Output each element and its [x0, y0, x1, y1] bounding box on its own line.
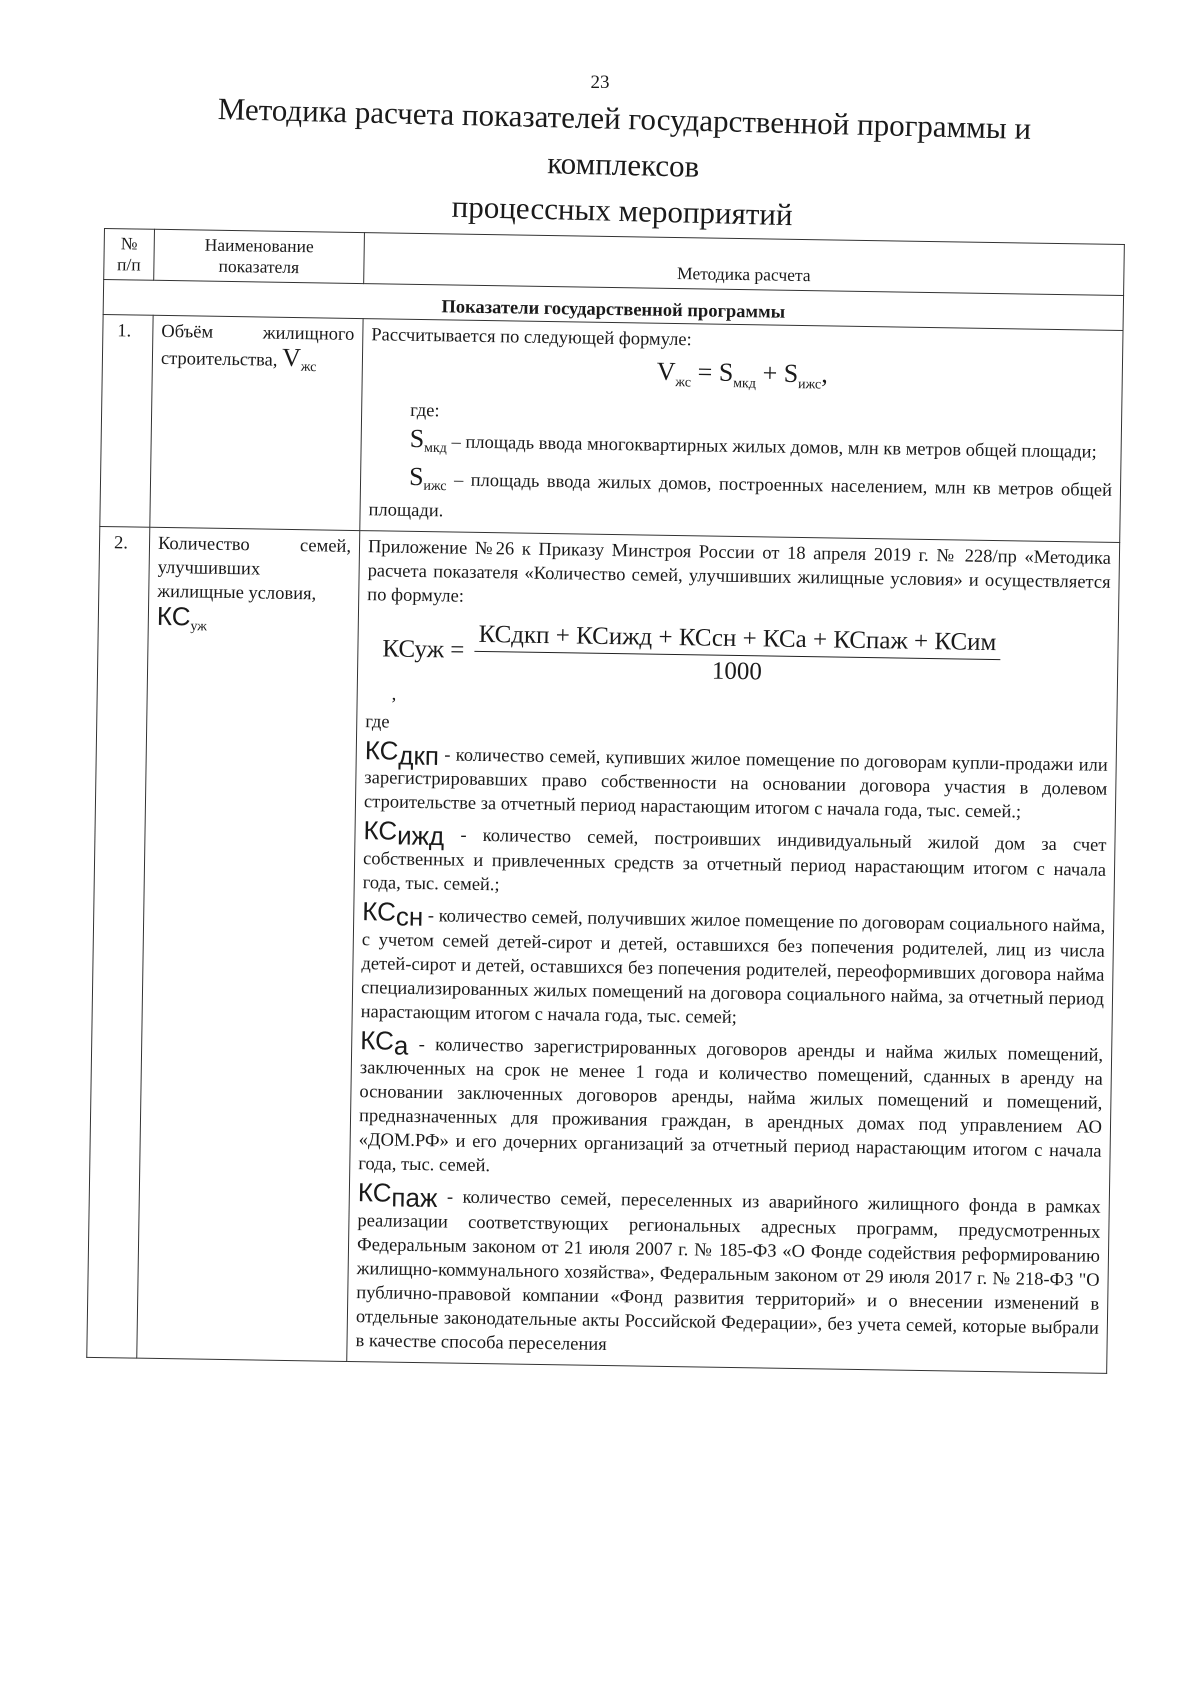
table-row [87, 526, 1120, 1373]
table-row [100, 314, 1123, 542]
def1-symbol: S [409, 424, 425, 454]
term-dkp-symbol: КС [364, 734, 399, 766]
formula-term1: S [718, 357, 734, 387]
header-num: № п/п [104, 229, 155, 281]
formula-end: , [821, 359, 829, 389]
term-izhd-symbol: КС [363, 815, 398, 846]
formula-term2: S [783, 358, 799, 388]
page-number: 23 [590, 72, 610, 93]
methodology-table [86, 228, 1125, 1374]
formula-term2-sub: ижс [797, 377, 822, 393]
term-sn-text: - количество семей, получивших жилое помещение по договорам социального найма, с учетом семей детей-сирот и детей, оставшихся без попечения родителей, лиц из числа детей-сирот и детей, оставшихся без попечения родителей, переоформивших договора найма специализированных жилых помещений на договора социального найма, за отчетный период нарастающим итогом с начала года, тыс. семей; [360, 906, 1106, 1028]
formula-term1-sub: мкд [733, 376, 757, 392]
term-a [358, 1024, 1104, 1188]
header-name: Наименование показателя [154, 229, 365, 283]
def1-text: – площадь ввода многоквартирных жилых домов, млн кв метров общей площади; [446, 432, 1097, 463]
term-izhd-text: - количество семей, построивших индивидуальный жилой дом за счет собственных и привлеченных средств за отчетный период нарастающим итогом с начала года, тыс. семей.; [362, 825, 1107, 896]
def2-text: – площадь ввода жилых домов, построенных населением, млн кв метров общей площади. [368, 470, 1113, 521]
row2-method [347, 530, 1120, 1373]
term-dkp-text: - количество семей, купивших жилое помещение по договорам купли-продажи или зарегистрировавших право собственности на основании договора участия в долевом строительстве за отчетный период нарастающим итогом с начала года, тыс. семей.; [363, 744, 1108, 823]
row2-formula-comma: , [391, 684, 397, 705]
term-pazh-text: - количество семей, переселенных из аварийного жилищного фонда в рамках реализации соответствующих региональных адресных программ, предусмотренных Федеральным законом от 21 июля 2007 г. № 185-ФЗ «О Фонде содействия реформированию жилищно-коммунального хозяйства», Федеральным законом от 29 июля 2017 г. № 218-ФЗ "О публично-правовой компании «Фонд развития территорий» и о внесении изменений в отдельные законодательные акты Российской Федерации», без учета семей, которые выбрали в качестве способа переселения [355, 1187, 1101, 1356]
row1-method [360, 319, 1123, 542]
section-title: Показатели государственной программы [103, 280, 1123, 331]
term-sn [360, 896, 1106, 1035]
formula-lhs-sub: жс [675, 375, 692, 391]
term-a-sub: а [393, 1029, 409, 1061]
term-izhd-sub: ижд [396, 820, 445, 852]
formula-lhs: V [656, 356, 676, 386]
term-izhd [362, 815, 1107, 906]
row1-intro: Рассчитывается по следующей формуле: [371, 325, 692, 351]
term-pazh-symbol: КС [357, 1177, 392, 1208]
row1-name [150, 315, 363, 530]
row2-num: 2. [87, 526, 150, 1358]
def1-symbol-sub: мкд [423, 440, 447, 457]
row2-formula [382, 621, 1110, 689]
methodology-table-wrap [83, 228, 1124, 1574]
row1-name-symbol: V [281, 342, 302, 373]
term-dkp [363, 734, 1108, 826]
row1-name-symbol-sub: жс [300, 359, 317, 376]
row2-formula-denominator: 1000 [711, 657, 763, 685]
def2-symbol-sub: ижс [423, 478, 447, 494]
row2-where: где [365, 711, 390, 733]
row2-formula-fraction [474, 622, 1001, 687]
row1-def2 [368, 461, 1113, 533]
term-sn-sub: сн [395, 901, 424, 932]
row1-where: где: [410, 401, 440, 422]
term-a-symbol: КС [360, 1024, 395, 1056]
row2-name-text: Количество семей, улучшивших жилищные условия, [157, 533, 352, 604]
document-title [147, 84, 1100, 245]
row2-formula-lhs: КСуж = [382, 635, 465, 664]
term-dkp-sub: дкп [398, 739, 440, 771]
row2-name-symbol-sub: уж [190, 618, 208, 634]
row1-num: 1. [100, 314, 153, 526]
term-pazh-sub: паж [391, 1182, 438, 1214]
formula-plus: + [755, 358, 784, 388]
header-method: Методика расчета [364, 233, 1125, 296]
term-pazh [355, 1177, 1101, 1364]
def2-symbol: S [408, 461, 424, 491]
title-line-1: Методика расчета показателей государственной программы и комплексов [217, 91, 1032, 184]
term-a-text: - количество зарегистрированных договоров аренды и найма жилых помещений, заключенных на срок не менее 1 года и количество помещений, сданных в аренду на основании заключенных договоров аренды, найма жилых помещений и помещений, предназначенных для проживания граждан, в арендных домах под управлением АО «ДОМ.РФ» и его дочерних организаций за отчетный период нарастающим итогом с начала года, тыс. семей. [358, 1034, 1104, 1177]
row2-intro: Приложение №26 к Приказу Минстроя России от 18 апреля 2019 г. № 228/пр «Методика расчета показателя «Количество семей, улучшивших жилищные условия» и осуществляется по формуле: [367, 536, 1112, 607]
row2-name [137, 527, 360, 1362]
term-sn-symbol: КС [362, 896, 397, 927]
row2-name-symbol: КС [156, 600, 191, 631]
title-line-2: процессных мероприятий [451, 188, 794, 233]
row2-formula-numerator: КСдкп + КСижд + КСсн + КСа + КСпаж + КСим [474, 622, 1000, 659]
row1-name-text: Объём жилищного строительства, [160, 321, 355, 371]
formula-eq: = [690, 357, 720, 387]
